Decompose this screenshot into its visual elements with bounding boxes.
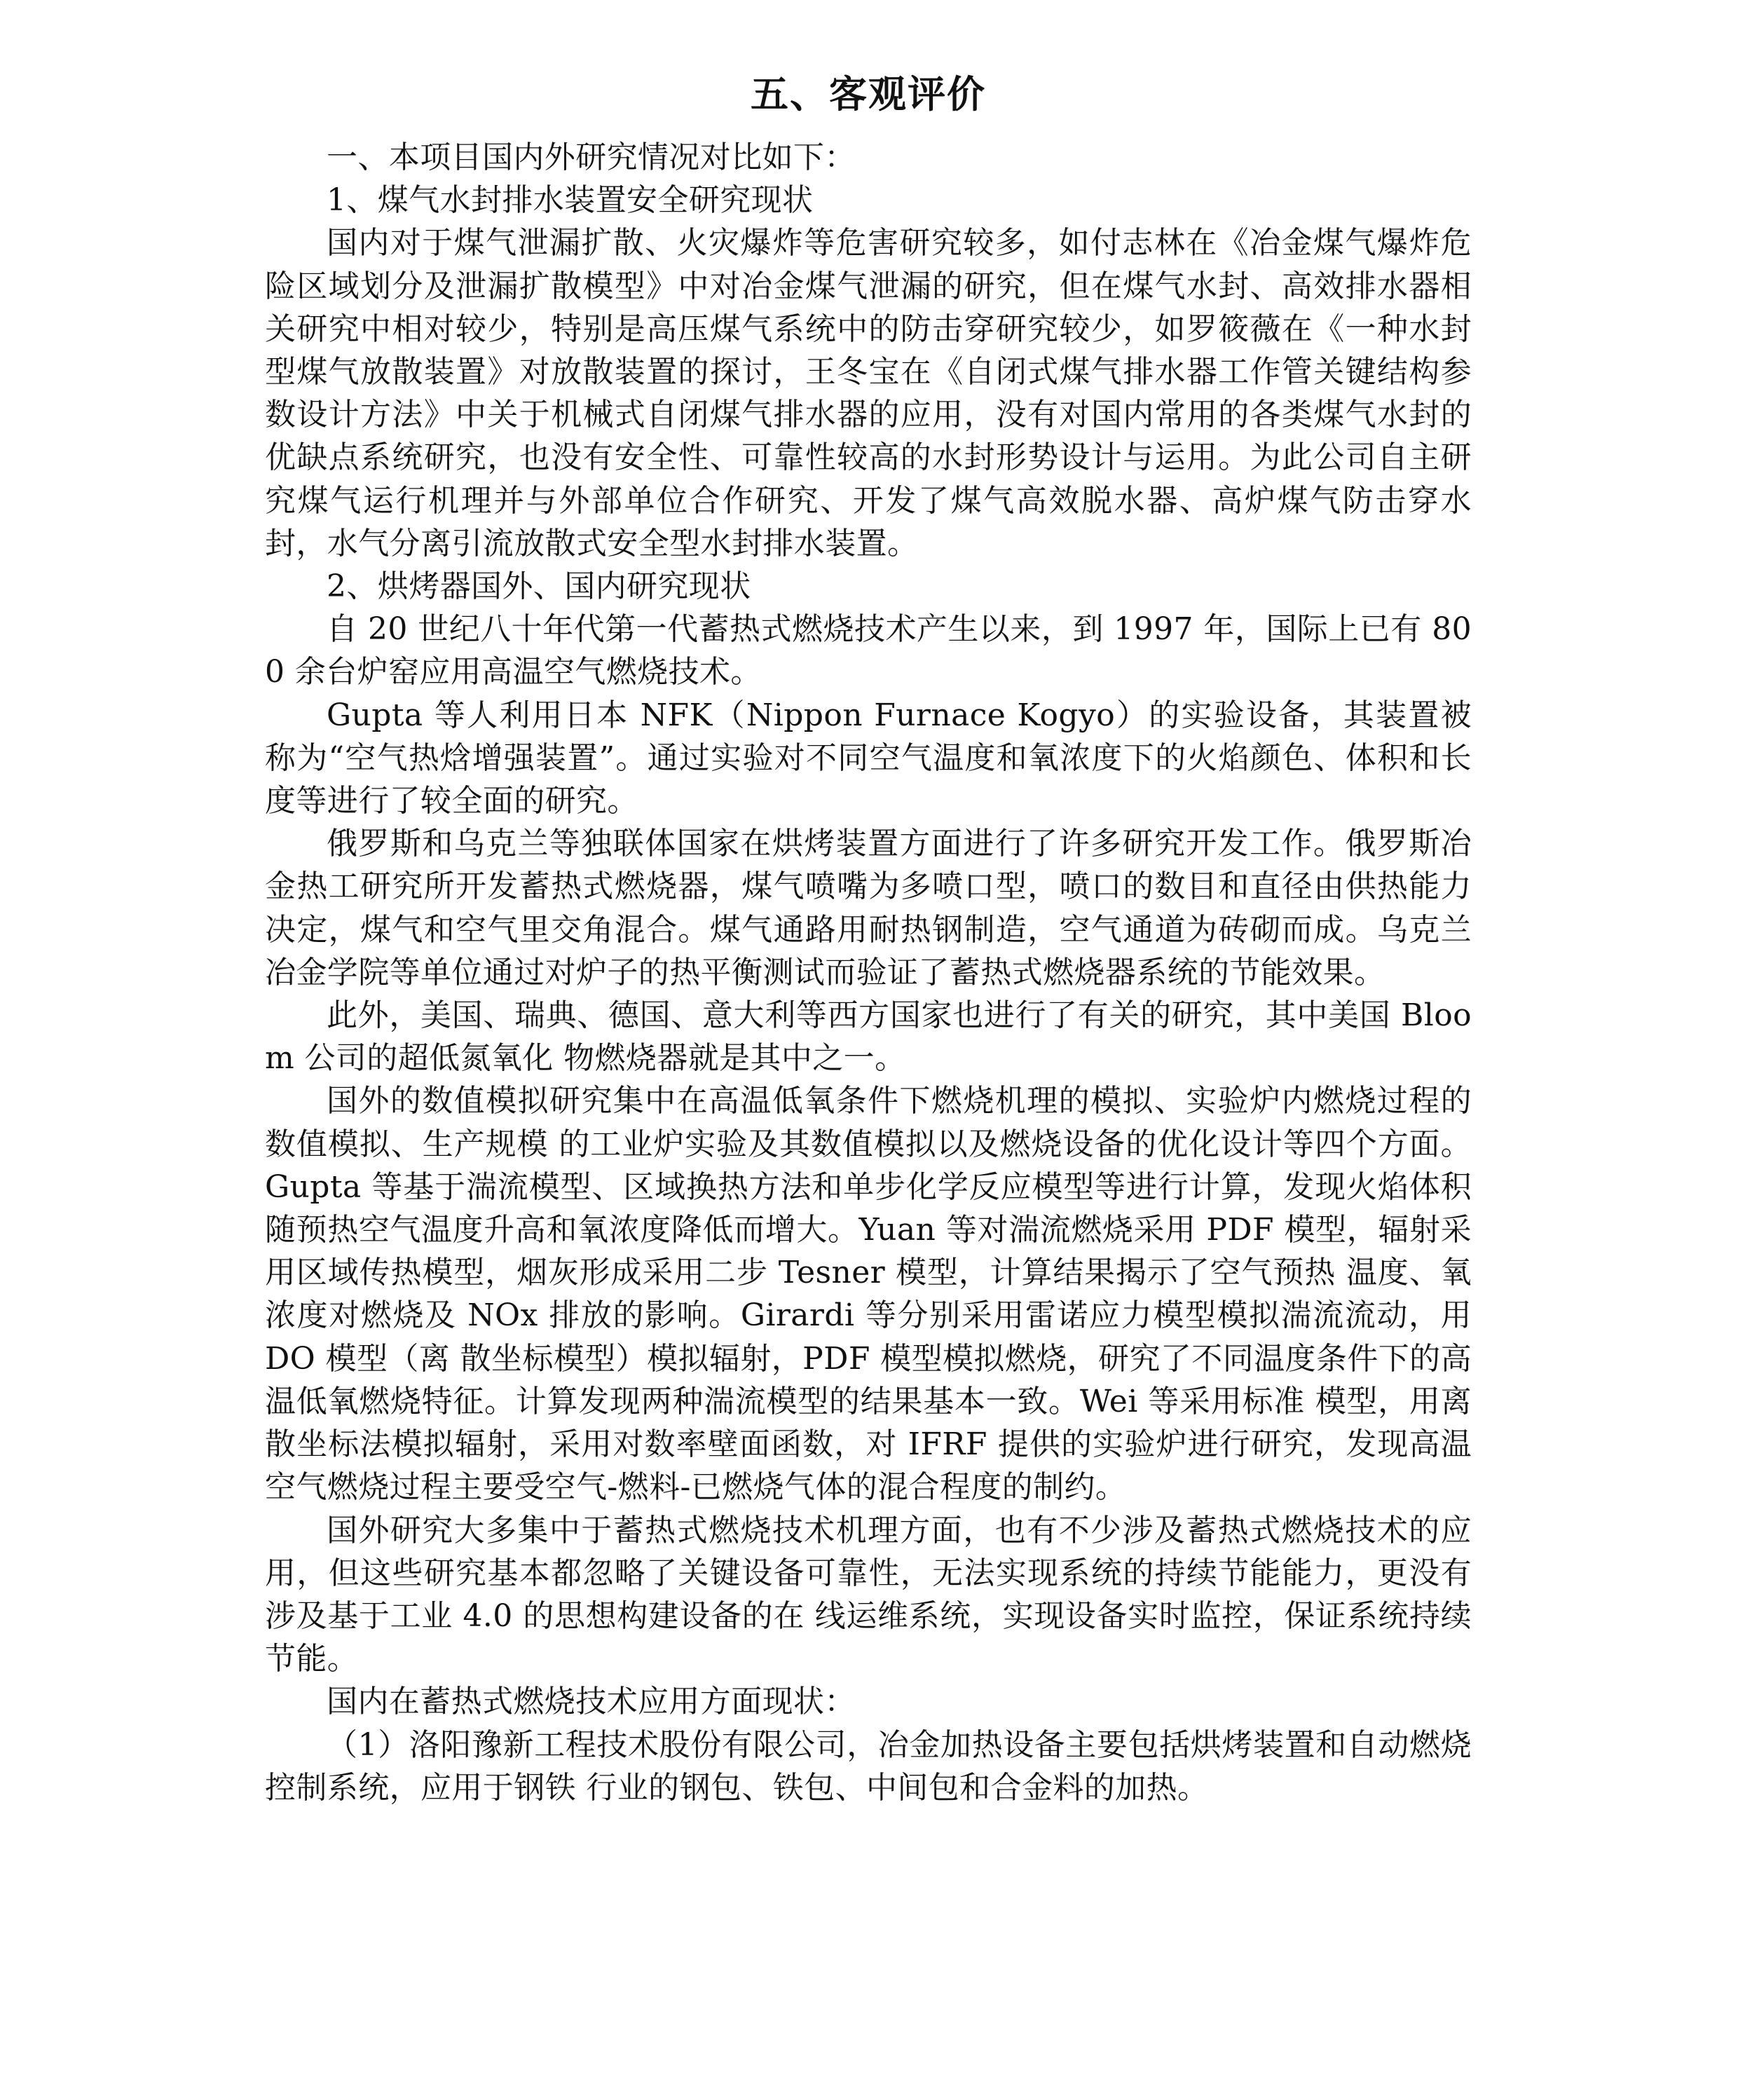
paragraph-foreign-summary: 国外研究大多集中于蓄热式燃烧技术机理方面，也有不少涉及蓄热式燃烧技术的应用，但这些研究基本都忽略了关键设备可靠性，无法实现系统的持续节能能力，更没有涉及基于工业 4.0 的思想构建设备的在 线运维系统，实现设备实时监控，保证系统持续节能。 (265, 1512, 1472, 1677)
paragraph-western-countries: 此外，美国、瑞典、德国、意大利等西方国家也进行了有关的研究，其中美国 Bloom 公司的超低氮氧化 物燃烧器就是其中之一。 (265, 997, 1472, 1077)
paragraph-gupta-nfk: Gupta 等人利用日本 NFK（Nippon Furnace Kogyo）的实验设备，其装置被称为“空气热焓增强装置”。通过实验对不同空气温度和氧浓度下的火焰颜色、体积和长度等进行了较全面的研究。 (265, 697, 1472, 819)
paragraph-numerical-simulation: 国外的数值模拟研究集中在高温低氧条件下燃烧机理的模拟、实验炉内燃烧过程的数值模拟、生产规模 的工业炉实验及其数值模拟以及燃烧设备的优化设计等四个方面。Gupta 等基于湍流模型、区域换热方法和单步化学反应模型等进行计算，发现火焰体积随预热空气温度升高和氧浓度降低而增大。Yuan 等对湍流燃烧采用 PDF 模型，辐射采用区域传热模型，烟灰形成采用二步 Tesner 模型，计算结果揭示了空气预热 温度、氧浓度对燃烧及 NOx 排放的影响。Girardi 等分别采用雷诺应力模型模拟湍流流动，用 DO 模型（离 散坐标模型）模拟辐射，PDF 模型模拟燃烧，研究了不同温度条件下的高温低氧燃烧特征。计算发现两种湍流模型的结果基本一致。Wei 等采用标准 模型，用离散坐标法模拟辐射，采用对数率壁面函数，对 IFRF 提供的实验炉进行研究，发现高温空气燃烧过程主要受空气-燃料-已燃烧气体的混合程度的制约。 (265, 1083, 1472, 1506)
document-page (265, 63, 1472, 1809)
subheading-gas-water-seal: 1、煤气水封排水装置安全研究现状 (327, 182, 814, 219)
section-title: 五、客观评价 (751, 72, 986, 116)
paragraph-domestic-gas-research: 国内对于煤气泄漏扩散、火灾爆炸等危害研究较多，如付志林在《冶金煤气爆炸危险区域划分及泄漏扩散模型》中对冶金煤气泄漏的研究，但在煤气水封、高效排水器相关研究中相对较少，特别是高压煤气系统中的防击穿研究较少，如罗筱薇在《一种水封型煤气放散装置》对放散装置的探讨，王冬宝在《自闭式煤气排水器工作管关键结构参数设计方法》中关于机械式自闭煤气排水器的应用，没有对国内常用的各类煤气水封的优缺点系统研究，也没有安全性、可靠性较高的水封形势设计与运用。为此公司自主研究煤气运行机理并与外部单位合作研究、开发了煤气高效脱水器、高炉煤气防击穿水封，水气分离引流放散式安全型水封排水装置。 (265, 225, 1472, 561)
paragraph-russia-ukraine: 俄罗斯和乌克兰等独联体国家在烘烤装置方面进行了许多研究开发工作。俄罗斯冶金热工研究所开发蓄热式燃烧器，煤气喷嘴为多喷口型，喷口的数目和直径由供热能力决定，煤气和空气里交角混合。煤气通路用耐热钢制造，空气通道为砖砌而成。乌克兰冶金学院等单位通过对炉子的热平衡测试而验证了蓄热式燃烧器系统的节能效果。 (265, 826, 1472, 990)
intro-line: 一、本项目国内外研究情况对比如下： (327, 139, 856, 175)
subheading-baker-research: 2、烘烤器国外、国内研究现状 (327, 568, 751, 605)
paragraph-regenerative-history: 自 20 世纪八十年代第一代蓄热式燃烧技术产生以来，到 1997 年，国际上已有 800 余台炉窑应用高温空气燃烧技术。 (265, 611, 1472, 690)
paragraph-luoyang-yuxin: （1）洛阳豫新工程技术股份有限公司，冶金加热设备主要包括烘烤装置和自动燃烧控制系统，应用于钢铁 行业的钢包、铁包、中间包和合金料的加热。 (265, 1726, 1472, 1806)
subheading-domestic-application: 国内在蓄热式燃烧技术应用方面现状： (327, 1684, 856, 1720)
